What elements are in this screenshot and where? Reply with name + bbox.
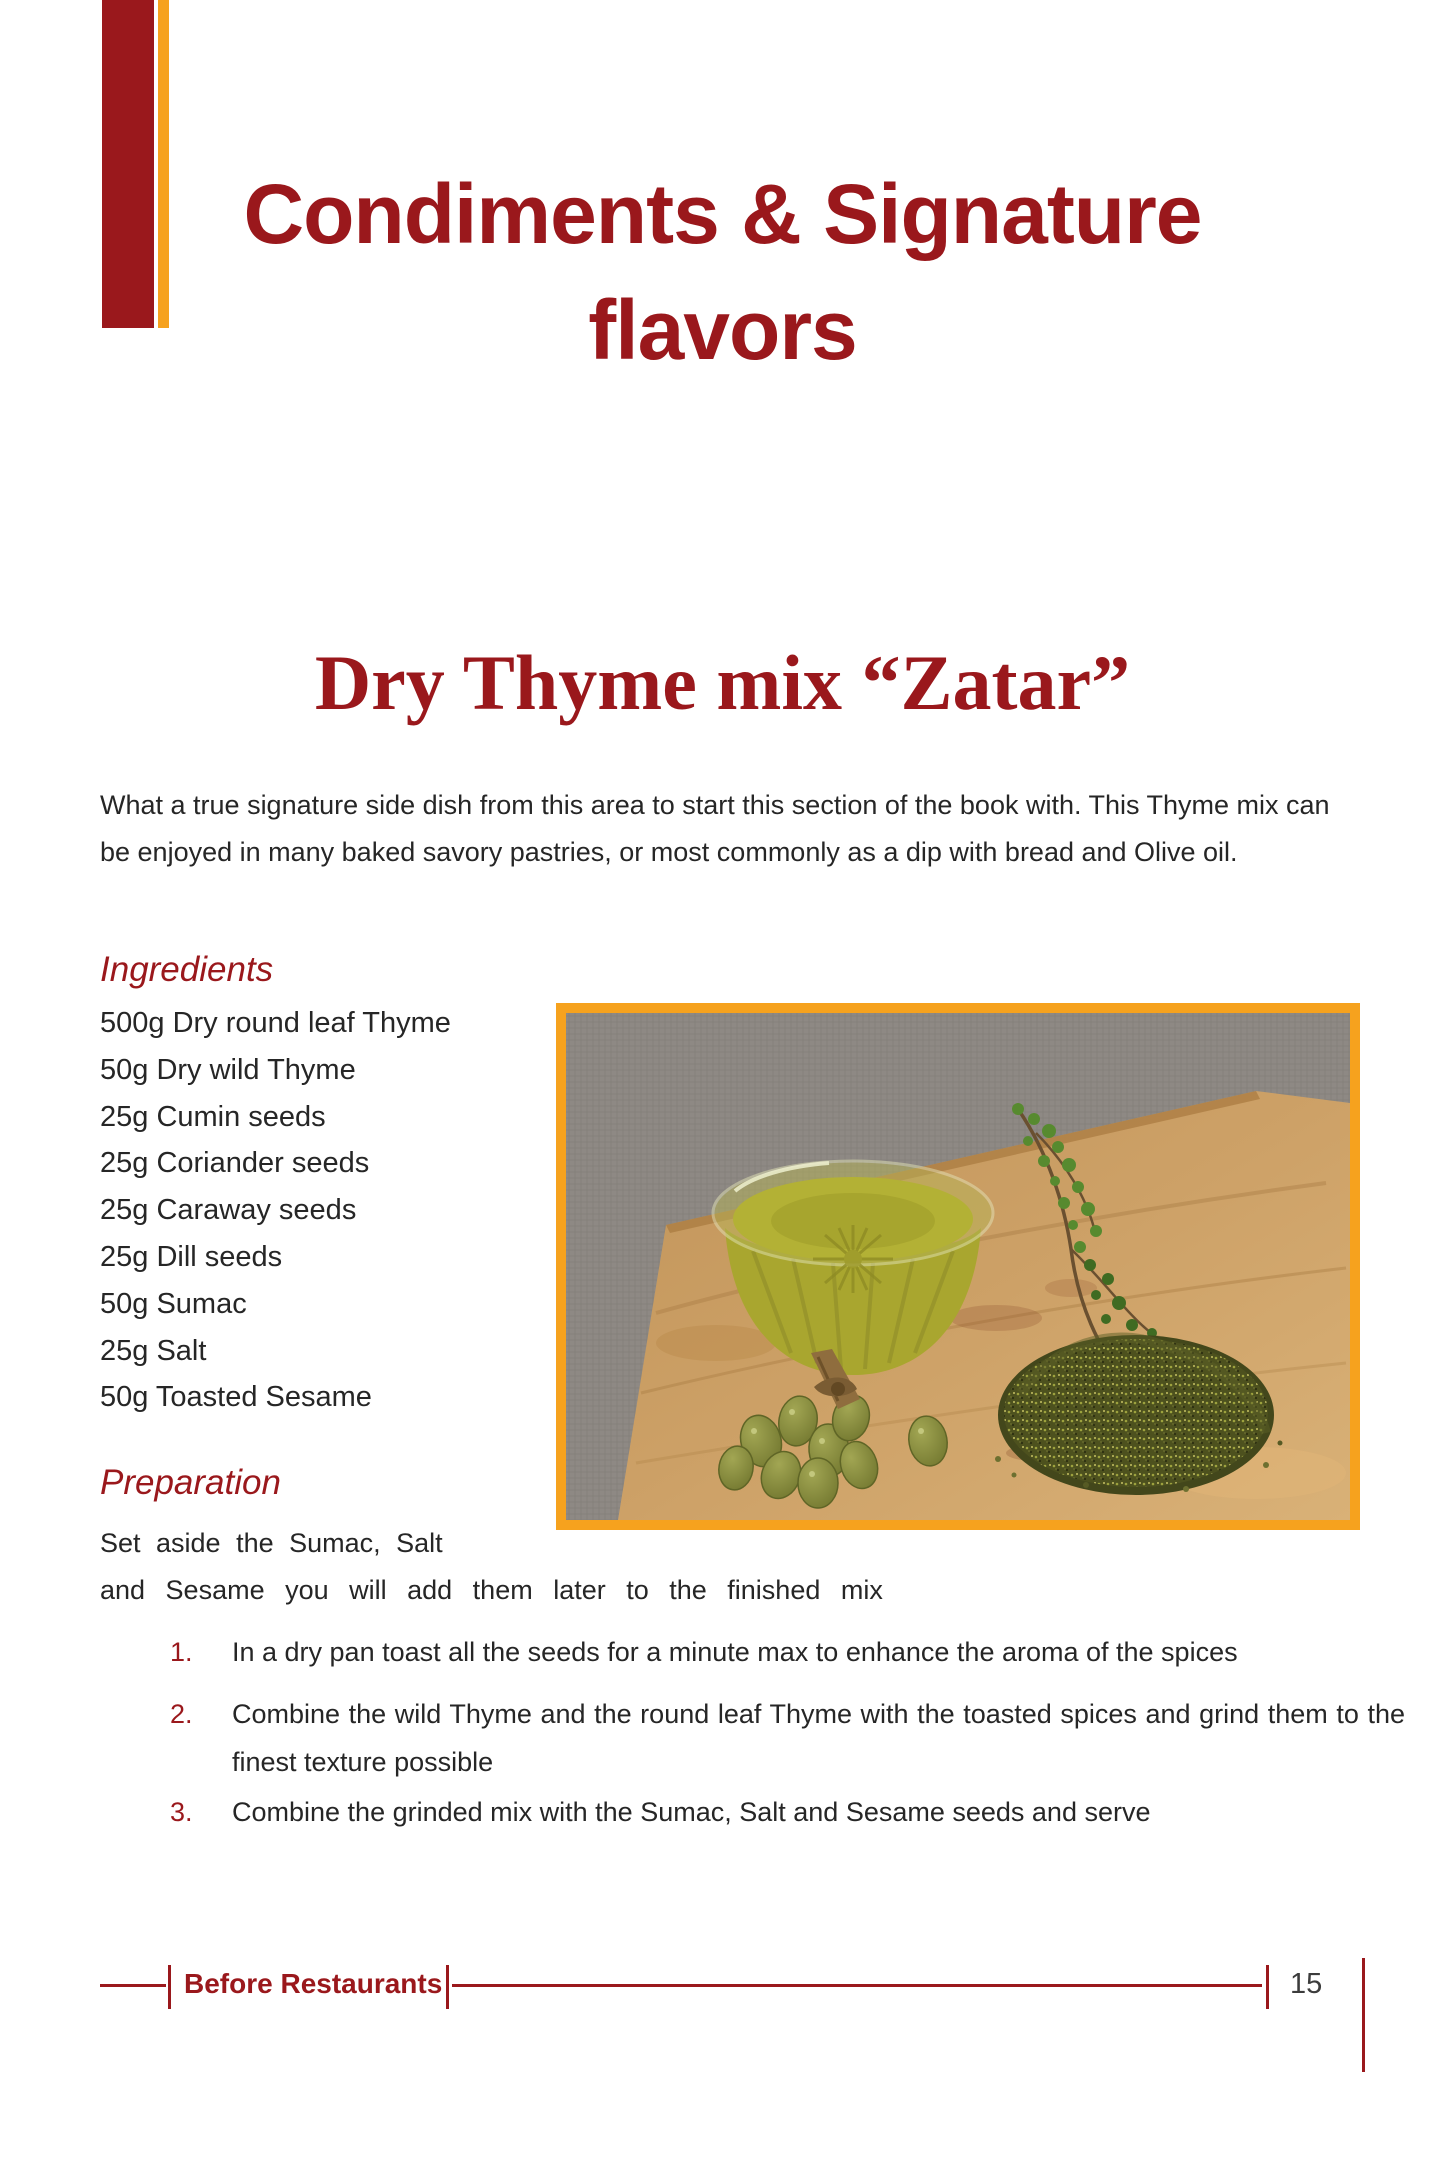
footer-tick-1 [168, 1965, 171, 2009]
step-text: Combine the wild Thyme and the round leaf Thyme with the toasted spices and grind them to the finest texture possible [232, 1699, 1405, 1777]
step-text: In a dry pan toast all the seeds for a minute max to enhance the aroma of the spices [232, 1637, 1238, 1667]
preparation-step [170, 1690, 1405, 1786]
ingredient-item: 25g Dill seeds [100, 1240, 283, 1273]
ingredient-item: 25g Coriander seeds [100, 1147, 370, 1180]
footer-book-title: Before Restaurants [184, 1968, 443, 1999]
ingredient-item: 25g Caraway seeds [100, 1194, 357, 1227]
ingredient-item: 25g Salt [100, 1334, 207, 1367]
glass-facet-star [813, 1225, 893, 1293]
ingredient-item: 50g Toasted Sesame [100, 1381, 372, 1414]
chapter-title-line2: flavors [588, 283, 857, 377]
recipe-title: Dry Thyme mix “Zatar” [314, 639, 1131, 726]
footer-tick-2 [446, 1965, 449, 2009]
ingredient-item: 25g Cumin seeds [100, 1100, 326, 1133]
chapter-title [0, 156, 1445, 388]
step-number: 1. [170, 1637, 193, 1667]
recipe-photo-illustration [566, 1013, 1350, 1520]
step-text: Combine the grinded mix with the Sumac, Salt and Sesame seeds and serve [232, 1797, 1151, 1827]
preparation-heading: Preparation [100, 1463, 281, 1502]
ingredient-item: 50g Sumac [100, 1287, 247, 1320]
recipe-intro-paragraph: What a true signature side dish from this area to start this section of the book with. This Thyme mix can be enjoyed in many baked savory pastries, or most commonly as a dip with bread and Olive oil. [100, 790, 1330, 867]
ingredients-list [100, 1000, 560, 1421]
step-number: 3. [170, 1797, 193, 1827]
ingredient-item: 50g Dry wild Thyme [100, 1053, 356, 1086]
preparation-step [170, 1788, 1405, 1836]
recipe-photo [556, 1003, 1360, 1530]
step-number: 2. [170, 1699, 193, 1729]
ingredients-heading: Ingredients [100, 950, 274, 989]
footer-rule-long [452, 1984, 1262, 1987]
preparation-note-line1: Set aside the Sumac, Salt [100, 1528, 443, 1558]
page-number: 15 [1290, 1968, 1323, 2000]
preparation-note-line2: and Sesame you will add them later to the finished mix [100, 1575, 883, 1605]
footer-rule-left [100, 1984, 166, 1987]
footer-tick-3 [1266, 1965, 1269, 2009]
chapter-title-line1: Condiments & Signature [243, 167, 1202, 261]
preparation-step [170, 1628, 1405, 1676]
footer-edge-bar [1362, 1958, 1365, 2072]
ingredient-item: 500g Dry round leaf Thyme [100, 1007, 451, 1039]
